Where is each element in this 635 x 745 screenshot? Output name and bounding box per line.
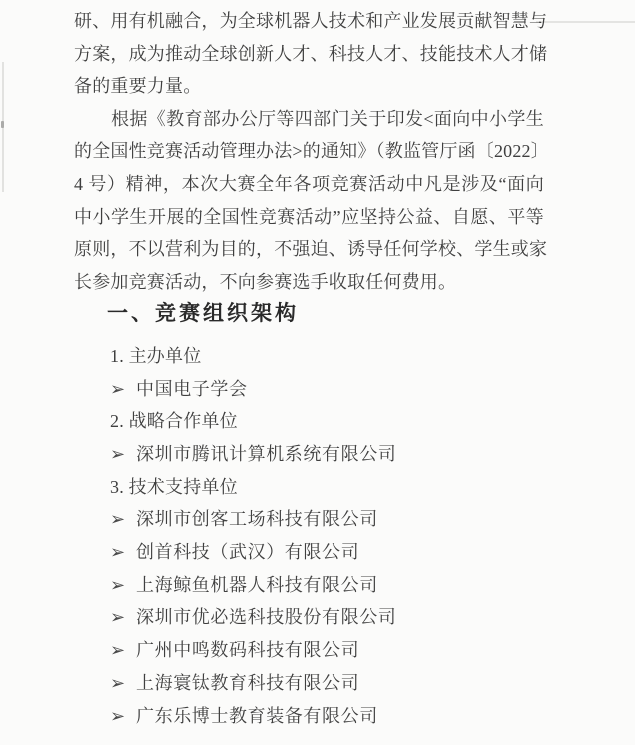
list-item-label: 上海寰钛教育科技有限公司 [136, 672, 360, 693]
list-item-label: 中国电子学会 [136, 378, 248, 399]
list-item [74, 373, 544, 406]
list-item-label: 深圳市创客工场科技有限公司 [136, 509, 378, 530]
arrow-bullet-icon: ➢ [110, 640, 126, 661]
paragraph-line: 根据《教育部办公厅等四部门关于印发<面向中小学生 [111, 108, 544, 129]
list-item [74, 700, 544, 733]
arrow-bullet-icon: ➢ [110, 378, 126, 399]
list-item [74, 634, 544, 667]
list-item-label: 创首科技（武汉）有限公司 [136, 542, 360, 563]
section-heading: 一、竞赛组织架构 [107, 302, 299, 326]
paragraph-line: 长参加竞赛活动，不向参赛选手收取任何费用。 [74, 271, 457, 292]
list-item-label: 2. 战略合作单位 [110, 411, 238, 432]
arrow-bullet-icon: ➢ [110, 607, 126, 628]
paragraph-line: 的全国性竞赛活动管理办法>的通知》（教监管厅函〔2022〕 [74, 141, 549, 162]
arrow-bullet-icon: ➢ [110, 672, 126, 693]
list-item-number [74, 405, 544, 438]
paragraph-line: 备的重要力量。 [74, 76, 202, 97]
list-item-label: 广州中鸣数码科技有限公司 [136, 640, 360, 661]
paragraph-line: 4 号）精神，本次大赛全年各项竞赛活动中凡是涉及“面向 [74, 173, 544, 194]
list-item [74, 667, 544, 700]
list-item-label: 深圳市优必选科技股份有限公司 [136, 607, 397, 628]
paragraph-line: 原则，不以营利为目的，不强迫、诱导任何学校、学生或家 [74, 239, 548, 260]
arrow-bullet-icon: ➢ [110, 509, 126, 530]
arrow-bullet-icon: ➢ [110, 705, 126, 726]
arrow-bullet-icon: ➢ [110, 444, 126, 464]
arrow-bullet-icon: ➢ [110, 574, 126, 595]
list-item-label: 上海鲸鱼机器人科技有限公司 [136, 574, 378, 595]
list-item-number [74, 340, 544, 373]
document-body [74, 5, 549, 732]
list-item [74, 601, 544, 634]
list-item-number [74, 471, 544, 504]
paragraph-line: 方案，成为推动全球创新人才、科技人才、技能技术人才储 [74, 43, 548, 64]
list-item-label: 3. 技术支持单位 [110, 476, 238, 497]
paragraph-line: 研、用有机融合，为全球机器人技术和产业发展贡献智慧与 [74, 11, 548, 31]
list-item-label: 1. 主办单位 [110, 345, 202, 366]
list-item-label: 广东乐博士教育装备有限公司 [136, 705, 378, 726]
scan-artifact-dot [1, 121, 4, 128]
list-item-label: 深圳市腾讯计算机系统有限公司 [136, 444, 397, 464]
scan-artifact-horizontal-line [536, 21, 635, 23]
list-item [74, 569, 544, 602]
paragraph-line: 中小学生开展的全国性竞赛活动”应坚持公益、自愿、平等 [74, 206, 544, 227]
arrow-bullet-icon: ➢ [110, 542, 126, 563]
list-item [74, 503, 544, 536]
list-item [74, 438, 544, 471]
list-item [74, 536, 544, 569]
